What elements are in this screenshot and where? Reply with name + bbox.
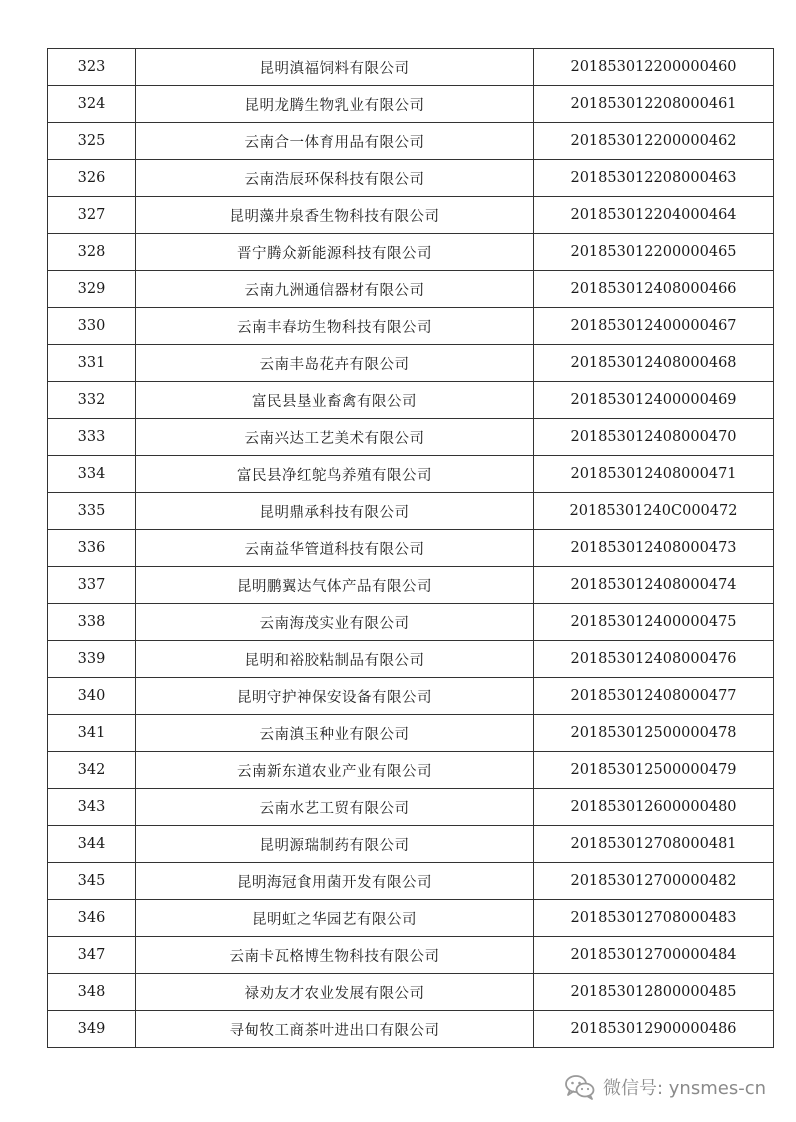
table-row	[48, 234, 774, 271]
registration-code: 201853012408000468	[534, 345, 774, 382]
table-row	[48, 789, 774, 826]
company-name: 云南新东道农业产业有限公司	[136, 752, 534, 789]
table-row	[48, 641, 774, 678]
company-name: 昆明藻井泉香生物科技有限公司	[136, 197, 534, 234]
company-name: 云南益华管道科技有限公司	[136, 530, 534, 567]
registration-code: 201853012200000462	[534, 123, 774, 160]
registration-code: 201853012400000475	[534, 604, 774, 641]
company-name: 昆明虹之华园艺有限公司	[136, 900, 534, 937]
table-row	[48, 974, 774, 1011]
row-number: 332	[48, 382, 136, 419]
table-row	[48, 604, 774, 641]
table-row	[48, 271, 774, 308]
row-number: 338	[48, 604, 136, 641]
registration-code: 201853012708000483	[534, 900, 774, 937]
company-name: 云南水艺工贸有限公司	[136, 789, 534, 826]
registration-code: 201853012200000465	[534, 234, 774, 271]
table-row	[48, 456, 774, 493]
registration-code: 201853012204000464	[534, 197, 774, 234]
company-name: 昆明鼎承科技有限公司	[136, 493, 534, 530]
row-number: 340	[48, 678, 136, 715]
row-number: 336	[48, 530, 136, 567]
registration-code: 201853012200000460	[534, 49, 774, 86]
table-row	[48, 715, 774, 752]
table-row	[48, 900, 774, 937]
table-row	[48, 1011, 774, 1048]
company-name: 云南滇玉种业有限公司	[136, 715, 534, 752]
registration-code: 201853012408000470	[534, 419, 774, 456]
company-name: 昆明守护神保安设备有限公司	[136, 678, 534, 715]
table-row	[48, 345, 774, 382]
table-row	[48, 567, 774, 604]
row-number: 331	[48, 345, 136, 382]
company-name: 富民县垦业畜禽有限公司	[136, 382, 534, 419]
row-number: 341	[48, 715, 136, 752]
company-name: 富民县净红鸵鸟养殖有限公司	[136, 456, 534, 493]
row-number: 343	[48, 789, 136, 826]
row-number: 342	[48, 752, 136, 789]
company-name: 晋宁腾众新能源科技有限公司	[136, 234, 534, 271]
company-name: 昆明鹏翼达气体产品有限公司	[136, 567, 534, 604]
table-row	[48, 678, 774, 715]
registration-code: 201853012400000467	[534, 308, 774, 345]
row-number: 334	[48, 456, 136, 493]
registration-code: 201853012700000482	[534, 863, 774, 900]
row-number: 345	[48, 863, 136, 900]
row-number: 339	[48, 641, 136, 678]
row-number: 328	[48, 234, 136, 271]
registration-code: 201853012408000473	[534, 530, 774, 567]
table-row	[48, 937, 774, 974]
company-name: 昆明海冠食用菌开发有限公司	[136, 863, 534, 900]
registration-code: 201853012408000466	[534, 271, 774, 308]
wechat-watermark	[565, 1074, 766, 1100]
table-row	[48, 530, 774, 567]
row-number: 326	[48, 160, 136, 197]
table-row	[48, 493, 774, 530]
registration-code: 201853012500000479	[534, 752, 774, 789]
company-name: 云南海茂实业有限公司	[136, 604, 534, 641]
row-number: 349	[48, 1011, 136, 1048]
company-name: 昆明源瑞制药有限公司	[136, 826, 534, 863]
row-number: 344	[48, 826, 136, 863]
watermark-text: 微信号: ynsmes-cn	[602, 1078, 766, 1099]
company-name: 云南兴达工艺美术有限公司	[136, 419, 534, 456]
registration-code: 201853012400000469	[534, 382, 774, 419]
row-number: 335	[48, 493, 136, 530]
registration-code: 201853012408000476	[534, 641, 774, 678]
company-name: 禄劝友才农业发展有限公司	[136, 974, 534, 1011]
table-row	[48, 49, 774, 86]
enterprise-table	[47, 48, 774, 1048]
row-number: 327	[48, 197, 136, 234]
registration-code: 201853012700000484	[534, 937, 774, 974]
table-row	[48, 752, 774, 789]
wechat-icon	[565, 1074, 595, 1100]
row-number: 323	[48, 49, 136, 86]
company-name: 昆明龙腾生物乳业有限公司	[136, 86, 534, 123]
row-number: 329	[48, 271, 136, 308]
row-number: 333	[48, 419, 136, 456]
registration-code: 20185301240C000472	[534, 493, 774, 530]
row-number: 337	[48, 567, 136, 604]
registration-code: 201853012600000480	[534, 789, 774, 826]
registration-code: 201853012208000461	[534, 86, 774, 123]
company-name: 云南合一体育用品有限公司	[136, 123, 534, 160]
table-row	[48, 382, 774, 419]
table-row	[48, 419, 774, 456]
table-row	[48, 826, 774, 863]
company-name: 昆明和裕胶粘制品有限公司	[136, 641, 534, 678]
table-row	[48, 308, 774, 345]
company-name: 寻甸牧工商茶叶进出口有限公司	[136, 1011, 534, 1048]
row-number: 325	[48, 123, 136, 160]
registration-code: 201853012800000485	[534, 974, 774, 1011]
row-number: 330	[48, 308, 136, 345]
company-name: 云南浩辰环保科技有限公司	[136, 160, 534, 197]
company-name: 云南九洲通信器材有限公司	[136, 271, 534, 308]
company-name: 云南卡瓦格博生物科技有限公司	[136, 937, 534, 974]
company-name: 昆明滇福饲料有限公司	[136, 49, 534, 86]
row-number: 348	[48, 974, 136, 1011]
table-row	[48, 863, 774, 900]
registration-code: 201853012900000486	[534, 1011, 774, 1048]
registration-code: 201853012708000481	[534, 826, 774, 863]
company-name: 云南丰岛花卉有限公司	[136, 345, 534, 382]
company-name: 云南丰春坊生物科技有限公司	[136, 308, 534, 345]
table-row	[48, 123, 774, 160]
registration-code: 201853012408000477	[534, 678, 774, 715]
row-number: 347	[48, 937, 136, 974]
row-number: 324	[48, 86, 136, 123]
registration-code: 201853012208000463	[534, 160, 774, 197]
table-row	[48, 86, 774, 123]
registration-code: 201853012408000474	[534, 567, 774, 604]
registration-code: 201853012408000471	[534, 456, 774, 493]
registration-code: 201853012500000478	[534, 715, 774, 752]
row-number: 346	[48, 900, 136, 937]
table-row	[48, 160, 774, 197]
table-body	[48, 49, 774, 1048]
table-row	[48, 197, 774, 234]
